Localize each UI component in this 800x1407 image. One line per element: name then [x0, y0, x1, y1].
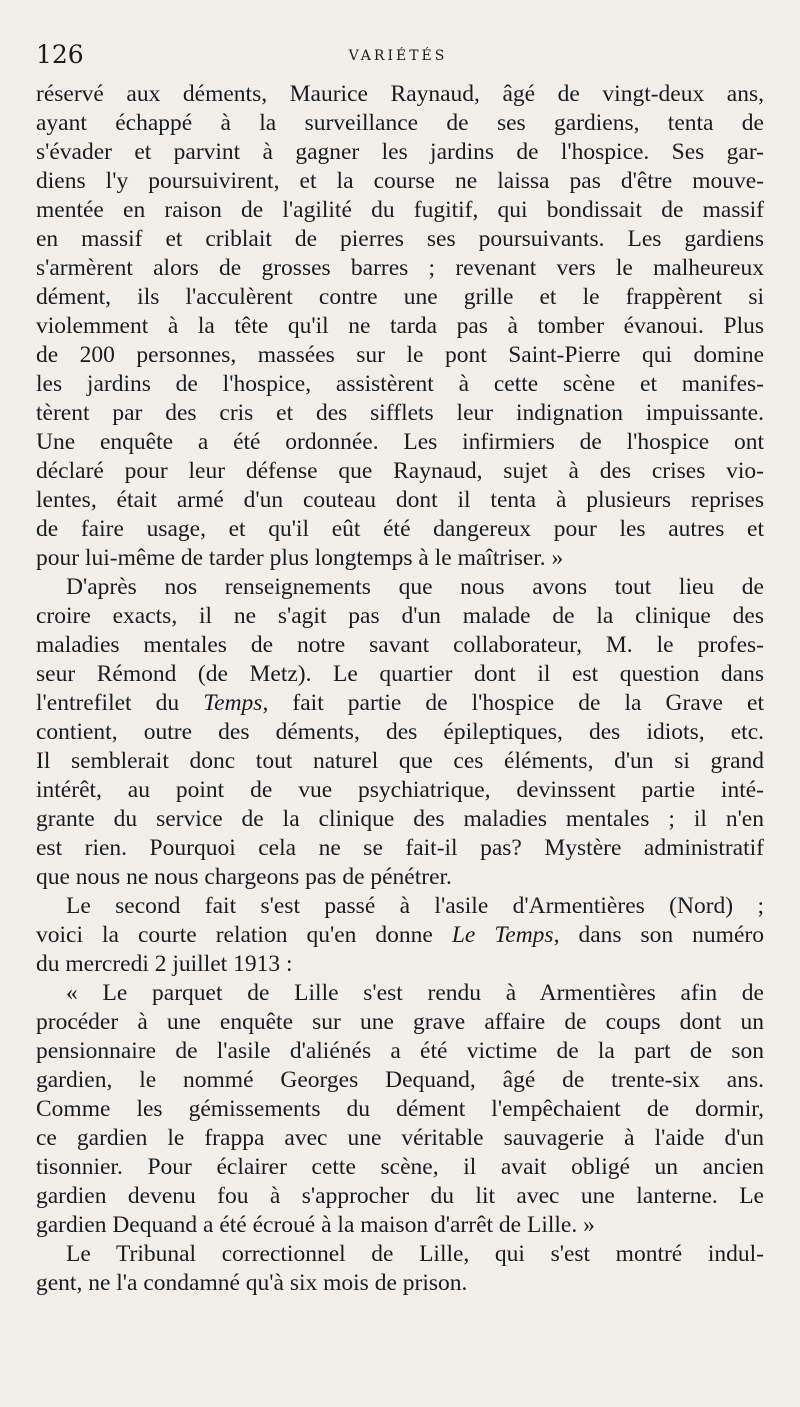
text-line: maladies mentales de notre savant collaborateur, M. le profes-	[36, 632, 764, 658]
page-number: 126	[36, 40, 84, 69]
text-line: tisonnier. Pour éclairer cette scène, il avait obligé un ancien	[36, 1154, 764, 1180]
running-head: VARIÉTÉS	[348, 48, 448, 64]
text-line: dément, ils l'acculèrent contre une grille et le frappèrent si	[36, 284, 764, 310]
text-line: gardien Dequand a été écroué à la maison d'arrêt de Lille. »	[36, 1212, 595, 1238]
text-segment: voici la courte relation qu'en donne	[36, 922, 452, 948]
text-line: seur Rémond (de Metz). Le quartier dont il est question dans	[36, 661, 764, 687]
text-line: en massif et criblait de pierres ses poursuivants. Les gardiens	[36, 226, 764, 252]
text-line: Le Tribunal correctionnel de Lille, qui s'est montré indul-	[66, 1241, 764, 1267]
text-line: tèrent par des cris et des sifflets leur indignation impuissante.	[36, 400, 764, 426]
text-line: croire exacts, il ne s'agit pas d'un malade de la clinique des	[36, 603, 764, 629]
text-line: Le second fait s'est passé à l'asile d'Armentières (Nord) ;	[66, 893, 764, 919]
text-segment: l'entrefilet du	[36, 690, 204, 716]
text-line: pensionnaire de l'asile d'aliénés a été victime de la part de son	[36, 1038, 764, 1064]
text-line: de faire usage, et qu'il eût été dangereux pour les autres et	[36, 516, 764, 542]
text-line: gardien, le nommé Georges Dequand, âgé de trente-six ans.	[36, 1067, 764, 1093]
text-line: mentée en raison de l'agilité du fugitif, qui bondissait de massif	[36, 197, 764, 223]
text-line: contient, outre des déments, des épileptiques, des idiots, etc.	[36, 719, 764, 745]
newspaper-title: Temps	[203, 690, 263, 716]
text-line: gardien devenu fou à s'approcher du lit avec une lanterne. Le	[36, 1183, 764, 1209]
text-line: de 200 personnes, massées sur le pont Saint-Pierre qui domine	[36, 342, 764, 368]
text-line: réservé aux déments, Maurice Raynaud, âgé de vingt-deux ans,	[36, 81, 764, 107]
text-line: lentes, était armé d'un couteau dont il tenta à plusieurs reprises	[36, 487, 764, 513]
body-text	[36, 80, 764, 1298]
text-line: ce gardien le frappa avec une véritable sauvagerie à l'aide d'un	[36, 1125, 764, 1151]
text-line: Une enquête a été ordonnée. Les infirmiers de l'hospice ont	[36, 429, 764, 455]
text-line: pour lui-même de tarder plus longtemps à le maîtriser. »	[36, 545, 564, 571]
text-line: est rien. Pourquoi cela ne se fait-il pas? Mystère administratif	[36, 835, 764, 861]
text-segment: , dans son numéro	[553, 922, 764, 948]
text-line: du mercredi 2 juillet 1913 :	[36, 951, 293, 977]
paragraph-3	[36, 892, 764, 979]
paragraph-1	[36, 80, 764, 573]
text-line: que nous ne nous chargeons pas de pénétrer.	[36, 864, 452, 890]
text-line: ayant échappé à la surveillance de ses gardiens, tenta de	[36, 110, 764, 136]
text-line: Il semblerait donc tout naturel que ces éléments, d'un si grand	[36, 748, 764, 774]
text-line: intérêt, au point de vue psychiatrique, devinssent partie inté-	[36, 777, 764, 803]
text-line: gent, ne l'a condamné qu'à six mois de prison.	[36, 1270, 468, 1296]
newspaper-title: Le Temps	[451, 922, 554, 948]
text-line: diens l'y poursuivirent, et la course ne laissa pas d'être mouve-	[36, 168, 764, 194]
text-line: s'armèrent alors de grosses barres ; revenant vers le malheureux	[36, 255, 764, 281]
paragraph-5	[36, 1240, 764, 1298]
text-line: D'après nos renseignements que nous avons tout lieu de	[66, 574, 764, 600]
text-line: s'évader et parvint à gagner les jardins de l'hospice. Ses gar-	[36, 139, 764, 165]
page-header	[36, 40, 760, 74]
text-segment: , fait partie de l'hospice de la Grave et	[262, 690, 764, 716]
text-line: déclaré pour leur défense que Raynaud, sujet à des crises vio-	[36, 458, 764, 484]
paragraph-2	[36, 573, 764, 892]
text-line: Comme les gémissements du dément l'empêchaient de dormir,	[36, 1096, 764, 1122]
text-line: les jardins de l'hospice, assistèrent à cette scène et manifes-	[36, 371, 764, 397]
text-line	[36, 689, 764, 718]
text-line: grante du service de la clinique des maladies mentales ; il n'en	[36, 806, 764, 832]
paragraph-4-quotation	[36, 979, 764, 1240]
text-line: procéder à une enquête sur une grave affaire de coups dont un	[36, 1009, 764, 1035]
text-line	[36, 921, 764, 950]
text-line: violemment à la tête qu'il ne tarda pas à tomber évanoui. Plus	[36, 313, 764, 339]
text-line: « Le parquet de Lille s'est rendu à Armentières afin de	[66, 980, 764, 1006]
